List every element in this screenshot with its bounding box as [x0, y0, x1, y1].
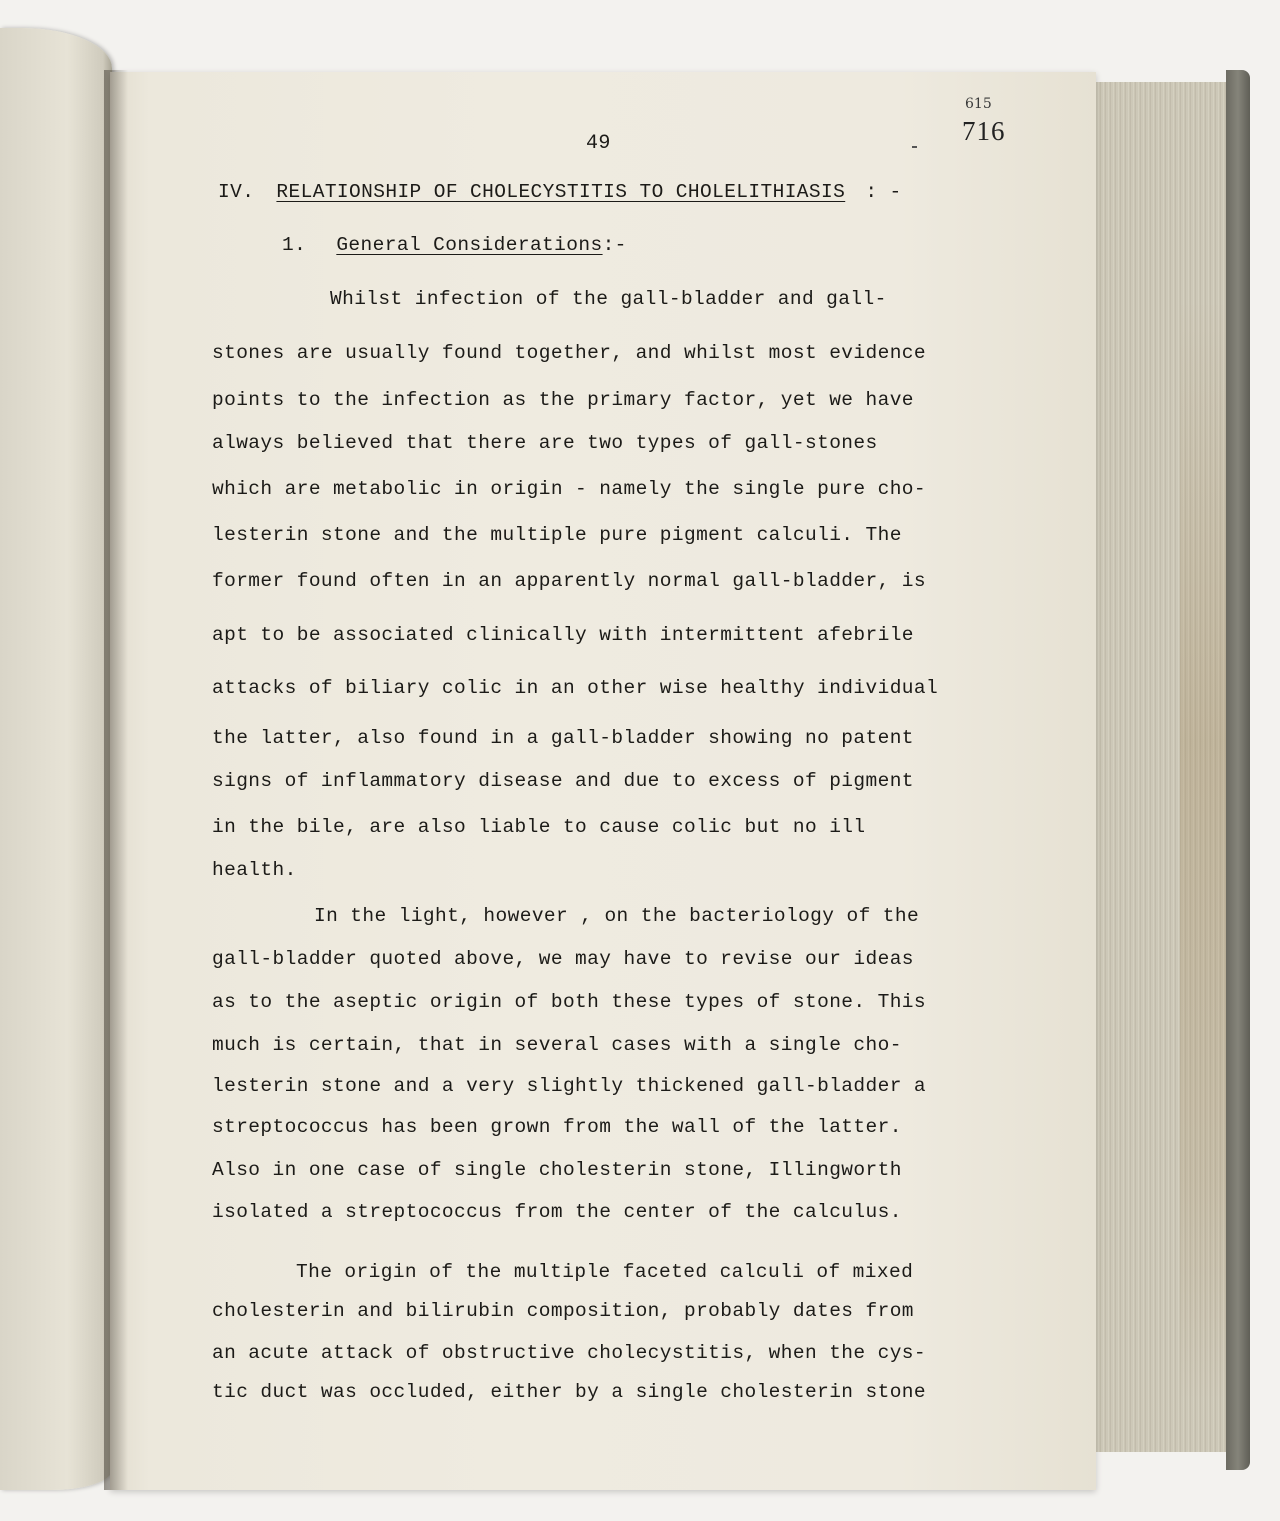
- book-cover-edge: [1226, 70, 1250, 1470]
- left-page-faded-text: [0, 178, 100, 1478]
- facing-left-page: [0, 28, 112, 1490]
- body-line: which are metabolic in origin - namely the single pure cho-: [212, 478, 927, 500]
- body-line: always believed that there are two types of gall-stones: [212, 432, 878, 454]
- body-line: points to the infection as the primary factor, yet we have: [212, 389, 914, 411]
- body-line: the latter, also found in a gall-bladder showing no patent: [212, 727, 914, 749]
- body-line: isolated a streptococcus from the center of the calculus.: [212, 1201, 902, 1223]
- body-line: lesterin stone and a very slightly thickened gall-bladder a: [212, 1075, 927, 1097]
- subsection-title-suffix: :-: [602, 234, 627, 256]
- pencil-mark: [912, 146, 917, 148]
- body-line: as to the aseptic origin of both these types of stone. This: [212, 991, 927, 1013]
- body-line: an acute attack of obstructive cholecystitis, when the cys-: [212, 1342, 927, 1364]
- body-line: tic duct was occluded, either by a single cholesterin stone: [212, 1381, 927, 1403]
- body-line: apt to be associated clinically with intermittent afebrile: [212, 624, 914, 646]
- body-line: health.: [212, 859, 297, 881]
- body-line: stones are usually found together, and whilst most evidence: [212, 342, 927, 364]
- section-title: RELATIONSHIP OF CHOLECYSTITIS TO CHOLELITHIASIS: [276, 181, 846, 203]
- body-line: much is certain, that in several cases with a single cho-: [212, 1034, 902, 1056]
- edge-stain: [1180, 300, 1230, 1400]
- body-line: former found often in an apparently normal gall-bladder, is: [212, 570, 927, 592]
- subsection-heading: [282, 234, 627, 256]
- body-line: lesterin stone and the multiple pure pigment calculi. The: [212, 524, 902, 546]
- section-title-suffix: : -: [865, 181, 902, 203]
- body-line: Whilst infection of the gall-bladder and gall-: [330, 288, 887, 310]
- subsection-number: 1.: [282, 234, 307, 256]
- binding-gutter-shadow: [104, 70, 128, 1490]
- body-line: Also in one case of single cholesterin stone, Illingworth: [212, 1159, 902, 1181]
- stamped-folio-number: 716: [962, 116, 1006, 146]
- section-heading: [218, 181, 902, 203]
- subsection-title: General Considerations: [336, 234, 603, 256]
- body-line: in the bile, are also liable to cause colic but no ill: [212, 816, 866, 838]
- typed-page-number: 49: [586, 132, 611, 155]
- body-line: cholesterin and bilirubin composition, probably dates from: [212, 1300, 914, 1322]
- body-line: gall-bladder quoted above, we may have to revise our ideas: [212, 948, 914, 970]
- section-numeral: IV.: [218, 181, 255, 203]
- body-line: signs of inflammatory disease and due to excess of pigment: [212, 770, 914, 792]
- body-line: In the light, however , on the bacteriology of the: [314, 905, 920, 927]
- body-line: The origin of the multiple faceted calculi of mixed: [296, 1261, 914, 1283]
- body-line: streptococcus has been grown from the wall of the latter.: [212, 1116, 902, 1138]
- body-line: attacks of biliary colic in an other wise healthy individual: [212, 677, 939, 699]
- handwritten-page-number: 615: [965, 96, 992, 112]
